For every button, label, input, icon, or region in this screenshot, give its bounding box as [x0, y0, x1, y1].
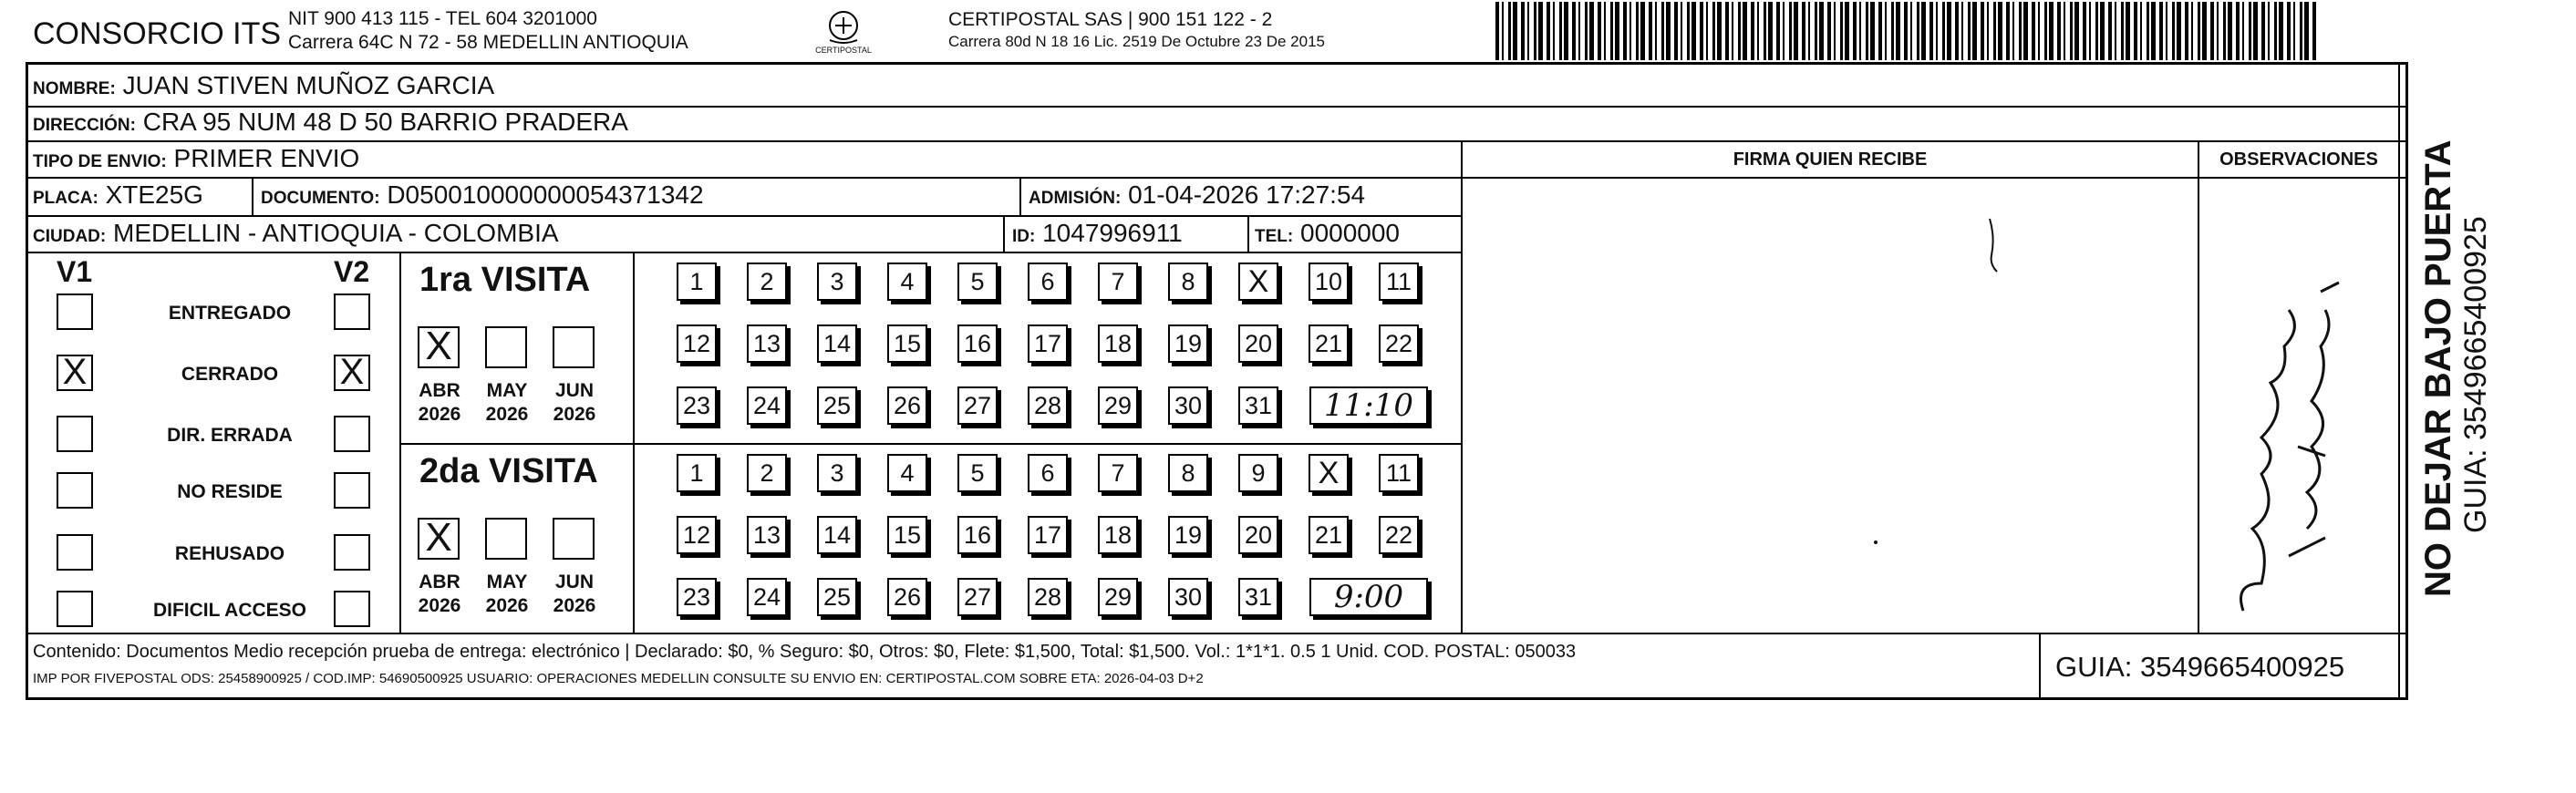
ciudad-field: CIUDAD: MEDELLIN - ANTIOQUIA - COLOMBIA: [33, 219, 559, 247]
status-label: ENTREGADO: [168, 303, 292, 324]
day-box[interactable]: 20: [1238, 516, 1278, 554]
certipostal-sub: Carrera 80d N 18 16 Lic. 2519 De Octubre 23 De 2015: [948, 33, 1325, 50]
day-box[interactable]: 1: [677, 454, 717, 492]
side-guia: GUIA: 3549665400925: [2458, 216, 2493, 533]
v1-checkbox[interactable]: [57, 294, 93, 330]
divider: [1461, 140, 1463, 633]
day-box[interactable]: 28: [1028, 386, 1068, 425]
month-checkbox[interactable]: [485, 518, 527, 560]
company-info: [288, 7, 688, 55]
v1-checkbox[interactable]: X: [57, 355, 93, 391]
documento-value: D050010000000054371342: [387, 180, 704, 209]
month-checkbox[interactable]: [553, 326, 595, 368]
day-box[interactable]: 31: [1238, 386, 1278, 425]
month-year: 2026: [485, 595, 529, 616]
v1-header: V1: [57, 255, 93, 288]
month-label: [481, 571, 533, 618]
day-box[interactable]: 6: [1028, 454, 1068, 492]
day-box[interactable]: 8: [1168, 263, 1208, 301]
v2-checkbox[interactable]: [334, 416, 370, 452]
day-box[interactable]: 19: [1168, 324, 1208, 363]
v2-checkbox[interactable]: [334, 294, 370, 330]
day-box[interactable]: 11: [1379, 454, 1419, 492]
address-line: Carrera 64C N 72 - 58 MEDELLIN ANTIOQUIA: [288, 32, 688, 53]
v1-checkbox[interactable]: [57, 591, 93, 627]
day-box[interactable]: 12: [677, 324, 717, 363]
month-label: [414, 379, 465, 427]
v2-checkbox[interactable]: [334, 534, 370, 571]
firma-header: FIRMA QUIEN RECIBE: [1733, 149, 1928, 170]
day-box[interactable]: 18: [1098, 324, 1138, 363]
v2-checkbox[interactable]: [334, 472, 370, 509]
visit-title: 1ra VISITA: [419, 261, 591, 299]
status-label: DIR. ERRADA: [167, 425, 293, 446]
v2-header: V2: [334, 255, 370, 288]
day-box[interactable]: 23: [677, 386, 717, 425]
day-box[interactable]: 12: [677, 516, 717, 554]
month-year: 2026: [485, 404, 529, 425]
divider: [2198, 140, 2199, 633]
id-value: 1047996911: [1042, 219, 1183, 247]
day-box[interactable]: 21: [1309, 324, 1349, 363]
day-box[interactable]: 17: [1028, 516, 1068, 554]
day-box[interactable]: X: [1238, 263, 1278, 301]
visit-time[interactable]: 9:00: [1309, 578, 1428, 616]
day-box[interactable]: 15: [887, 516, 927, 554]
day-box[interactable]: 19: [1168, 516, 1208, 554]
tel-value: 0000000: [1300, 219, 1401, 247]
divider: [633, 252, 635, 633]
side-warning: NO DEJAR BAJO PUERTA: [2418, 139, 2458, 597]
day-box[interactable]: 5: [957, 263, 998, 301]
admision-value: 01-04-2026 17:27:54: [1128, 180, 1366, 209]
month-name: MAY: [486, 572, 528, 592]
certipostal-line: CERTIPOSTAL SAS | 900 151 122 - 2: [948, 9, 1273, 30]
divider: [26, 633, 2408, 634]
day-box[interactable]: 23: [677, 578, 717, 616]
day-box[interactable]: 13: [747, 516, 787, 554]
placa-value: XTE25G: [105, 180, 203, 209]
v2-checkbox[interactable]: X: [334, 355, 370, 391]
divider: [1247, 215, 1249, 252]
day-box[interactable]: 13: [747, 324, 787, 363]
direccion-value: CRA 95 NUM 48 D 50 BARRIO PRADERA: [142, 108, 628, 136]
divider: [2398, 62, 2400, 700]
day-box[interactable]: 10: [1309, 263, 1349, 301]
month-year: 2026: [553, 404, 596, 425]
day-box[interactable]: 3: [817, 263, 857, 301]
ciudad-value: MEDELLIN - ANTIOQUIA - COLOMBIA: [113, 219, 559, 247]
signature-dot: [1871, 538, 1880, 547]
divider: [2198, 177, 2400, 179]
day-box[interactable]: 22: [1379, 516, 1419, 554]
month-label: [414, 571, 465, 618]
signature-mark: [1979, 215, 2006, 279]
day-box[interactable]: 28: [1028, 578, 1068, 616]
status-label: REHUSADO: [174, 543, 285, 564]
day-box[interactable]: 22: [1379, 324, 1419, 363]
day-box[interactable]: 4: [887, 263, 927, 301]
id-field: ID: 1047996911: [1012, 219, 1183, 247]
admision-field: ADMISIÓN: 01-04-2026 17:27:54: [1029, 180, 1366, 209]
day-box[interactable]: 11: [1379, 263, 1419, 301]
month-label: [549, 571, 600, 618]
tel-field: TEL: 0000000: [1255, 219, 1401, 247]
divider: [26, 252, 1463, 253]
day-box[interactable]: 30: [1168, 386, 1208, 425]
day-box[interactable]: 21: [1309, 516, 1349, 554]
day-box[interactable]: 27: [957, 386, 998, 425]
nombre-value: JUAN STIVEN MUÑOZ GARCIA: [122, 71, 495, 99]
month-year: 2026: [418, 595, 461, 616]
day-box[interactable]: 30: [1168, 578, 1208, 616]
month-name: JUN: [554, 572, 594, 592]
documento-field: DOCUMENTO: D050010000000054371342: [261, 180, 704, 209]
month-label: [481, 379, 533, 427]
status-label: DIFICIL ACCESO: [152, 600, 306, 621]
day-box[interactable]: 5: [957, 454, 998, 492]
tipo-envio-field: TIPO DE ENVIO: PRIMER ENVIO: [33, 144, 360, 172]
day-box[interactable]: 25: [817, 386, 857, 425]
divider: [399, 443, 1463, 445]
day-box[interactable]: 18: [1098, 516, 1138, 554]
day-box[interactable]: 8: [1168, 454, 1208, 492]
day-box[interactable]: 20: [1238, 324, 1278, 363]
divider: [26, 140, 2408, 142]
month-name: ABR: [419, 572, 460, 592]
divider: [252, 177, 253, 215]
day-box[interactable]: 15: [887, 324, 927, 363]
day-box[interactable]: 2: [747, 263, 787, 301]
day-box[interactable]: 16: [957, 324, 998, 363]
nit-line: NIT 900 413 115 - TEL 604 3201000: [288, 8, 597, 29]
footer-content-line: Contenido: Documentos Medio recepción prueba de entrega: electrónico | Declarado: $0, % Seguro: $0, Otros: $0, Flete: $1,500, Total: $1,500. Vol.: 1*1*1. 0.5 1 Unid. COD. POSTAL: 050033: [33, 642, 1577, 662]
day-box[interactable]: 24: [747, 578, 787, 616]
day-box[interactable]: 3: [817, 454, 857, 492]
logo-emblem-icon: [802, 7, 885, 47]
observaciones-handwriting: [2207, 228, 2389, 620]
day-box[interactable]: 2: [747, 454, 787, 492]
divider: [2039, 633, 2041, 700]
divider: [1019, 177, 1021, 215]
observaciones-header: OBSERVACIONES: [2219, 149, 2378, 170]
day-box[interactable]: 29: [1098, 578, 1138, 616]
month-checkbox[interactable]: X: [418, 326, 460, 368]
certipostal-info: [948, 9, 1325, 53]
v2-checkbox[interactable]: [334, 591, 370, 627]
day-box[interactable]: 9: [1238, 454, 1278, 492]
day-box[interactable]: 14: [817, 324, 857, 363]
month-checkbox[interactable]: [553, 518, 595, 560]
day-box[interactable]: 25: [817, 578, 857, 616]
day-box[interactable]: 24: [747, 386, 787, 425]
status-label: NO RESIDE: [177, 481, 283, 502]
day-box[interactable]: 27: [957, 578, 998, 616]
day-box[interactable]: 16: [957, 516, 998, 554]
status-label: CERRADO: [181, 364, 279, 385]
company-name: CONSORCIO ITS: [33, 16, 282, 51]
day-box[interactable]: 6: [1028, 263, 1068, 301]
day-box[interactable]: 7: [1098, 263, 1138, 301]
month-name: MAY: [486, 380, 528, 401]
nombre-field: NOMBRE: JUAN STIVEN MUÑOZ GARCIA: [33, 71, 495, 99]
month-checkbox[interactable]: [485, 326, 527, 368]
tipo-envio-value: PRIMER ENVIO: [173, 144, 360, 172]
day-box[interactable]: 1: [677, 263, 717, 301]
visit-time[interactable]: 11:10: [1309, 386, 1428, 425]
day-box[interactable]: 17: [1028, 324, 1068, 363]
divider: [1003, 215, 1005, 252]
barcode: [1495, 2, 2316, 60]
divider: [399, 252, 401, 633]
divider: [26, 177, 2408, 179]
month-year: 2026: [418, 404, 461, 425]
day-box[interactable]: 29: [1098, 386, 1138, 425]
month-name: ABR: [419, 380, 460, 401]
footer-print-line: IMP POR FIVEPOSTAL ODS: 25458900925 / COD.IMP: 54690500925 USUARIO: OPERACIONES MEDELLIN CONSULTE SU ENVIO EN: CERTIPOSTAL.COM SOBRE ETA: 2026-04-03 D+2: [33, 671, 1204, 686]
day-box[interactable]: 31: [1238, 578, 1278, 616]
footer-guia: GUIA: 3549665400925: [2055, 651, 2345, 683]
month-year: 2026: [553, 595, 596, 616]
direccion-field: DIRECCIÓN: CRA 95 NUM 48 D 50 BARRIO PRADERA: [33, 108, 628, 136]
v1-checkbox[interactable]: [57, 416, 93, 452]
visit-title: 2da VISITA: [419, 452, 598, 490]
v1-checkbox[interactable]: [57, 472, 93, 509]
day-box[interactable]: X: [1309, 454, 1349, 492]
day-box[interactable]: 26: [887, 578, 927, 616]
month-checkbox[interactable]: X: [418, 518, 460, 560]
logo-text: CERTIPOSTAL: [815, 46, 872, 55]
day-box[interactable]: 14: [817, 516, 857, 554]
certipostal-logo: [802, 7, 885, 58]
day-box[interactable]: 26: [887, 386, 927, 425]
month-name: JUN: [554, 380, 594, 401]
v1-checkbox[interactable]: [57, 534, 93, 571]
day-box[interactable]: 7: [1098, 454, 1138, 492]
day-box[interactable]: 4: [887, 454, 927, 492]
handwriting-image: [2207, 228, 2389, 620]
placa-field: PLACA: XTE25G: [33, 180, 203, 209]
month-label: [549, 379, 600, 427]
